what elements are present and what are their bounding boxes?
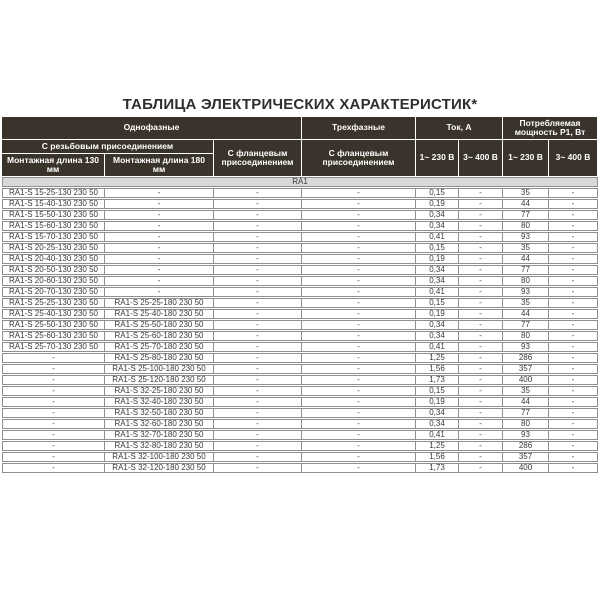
cell-power-230v: 400 bbox=[503, 463, 549, 473]
table-row bbox=[2, 254, 598, 264]
cell-power-230v: 44 bbox=[503, 309, 549, 319]
cell-model-130mm: RA1-S 15-50-130 230 50 bbox=[2, 210, 105, 220]
cell-current-230v: 0,34 bbox=[416, 408, 459, 418]
cell-flanged-1ph: - bbox=[214, 463, 302, 473]
cell-flanged-1ph: - bbox=[214, 265, 302, 275]
cell-power-230v: 35 bbox=[503, 243, 549, 253]
series-band-row bbox=[2, 177, 598, 187]
cell-model-180mm: RA1-S 25-50-180 230 50 bbox=[105, 320, 214, 330]
cell-current-400v: - bbox=[459, 463, 503, 473]
cell-power-400v: - bbox=[549, 353, 598, 363]
cell-model-130mm: RA1-S 15-70-130 230 50 bbox=[2, 232, 105, 242]
cell-power-400v: - bbox=[549, 221, 598, 231]
cell-current-400v: - bbox=[459, 243, 503, 253]
cell-power-230v: 44 bbox=[503, 254, 549, 264]
cell-flanged-3ph: - bbox=[302, 298, 416, 308]
table-row bbox=[2, 331, 598, 341]
cell-flanged-1ph: - bbox=[214, 276, 302, 286]
cell-model-180mm: RA1-S 32-25-180 230 50 bbox=[105, 386, 214, 396]
table-row bbox=[2, 386, 598, 396]
cell-power-400v: - bbox=[549, 408, 598, 418]
table-row bbox=[2, 287, 598, 297]
cell-flanged-3ph: - bbox=[302, 397, 416, 407]
table-row bbox=[2, 243, 598, 253]
cell-power-400v: - bbox=[549, 397, 598, 407]
col-mounting-length-130: Монтажная длина 130 мм bbox=[2, 154, 105, 176]
cell-current-230v: 0,15 bbox=[416, 243, 459, 253]
table-row bbox=[2, 441, 598, 451]
cell-flanged-1ph: - bbox=[214, 342, 302, 352]
cell-model-180mm: RA1-S 32-120-180 230 50 bbox=[105, 463, 214, 473]
cell-current-230v: 0,19 bbox=[416, 397, 459, 407]
cell-model-180mm: RA1-S 32-100-180 230 50 bbox=[105, 452, 214, 462]
cell-model-180mm: RA1-S 32-50-180 230 50 bbox=[105, 408, 214, 418]
cell-flanged-1ph: - bbox=[214, 254, 302, 264]
cell-current-230v: 0,34 bbox=[416, 419, 459, 429]
cell-model-180mm: RA1-S 32-80-180 230 50 bbox=[105, 441, 214, 451]
cell-model-130mm: - bbox=[2, 463, 105, 473]
cell-model-180mm: - bbox=[105, 287, 214, 297]
cell-model-130mm: - bbox=[2, 441, 105, 451]
cell-flanged-1ph: - bbox=[214, 441, 302, 451]
cell-flanged-1ph: - bbox=[214, 287, 302, 297]
cell-model-180mm: - bbox=[105, 210, 214, 220]
electrical-characteristics-table bbox=[2, 116, 598, 474]
cell-model-180mm: RA1-S 25-60-180 230 50 bbox=[105, 331, 214, 341]
cell-flanged-1ph: - bbox=[214, 199, 302, 209]
cell-flanged-1ph: - bbox=[214, 430, 302, 440]
cell-flanged-1ph: - bbox=[214, 364, 302, 374]
header-row-groups bbox=[2, 117, 598, 139]
cell-model-130mm: RA1-S 20-40-130 230 50 bbox=[2, 254, 105, 264]
cell-model-130mm: RA1-S 20-50-130 230 50 bbox=[2, 265, 105, 275]
cell-model-130mm: RA1-S 25-60-130 230 50 bbox=[2, 331, 105, 341]
series-band: RA1 bbox=[2, 177, 598, 187]
cell-power-230v: 35 bbox=[503, 386, 549, 396]
cell-current-230v: 0,34 bbox=[416, 221, 459, 231]
col-current-230v: 1~ 230 В bbox=[416, 140, 459, 176]
cell-model-180mm: - bbox=[105, 199, 214, 209]
cell-current-230v: 1,56 bbox=[416, 452, 459, 462]
cell-flanged-3ph: - bbox=[302, 232, 416, 242]
cell-power-230v: 35 bbox=[503, 188, 549, 198]
cell-current-400v: - bbox=[459, 188, 503, 198]
table-row bbox=[2, 188, 598, 198]
cell-model-130mm: - bbox=[2, 353, 105, 363]
cell-model-180mm: - bbox=[105, 232, 214, 242]
col-group-singlephase: Однофазные bbox=[2, 117, 302, 139]
cell-flanged-1ph: - bbox=[214, 188, 302, 198]
col-power-400v: 3~ 400 В bbox=[549, 140, 598, 176]
table-row bbox=[2, 463, 598, 473]
cell-flanged-1ph: - bbox=[214, 353, 302, 363]
table-row bbox=[2, 419, 598, 429]
cell-power-400v: - bbox=[549, 430, 598, 440]
cell-model-130mm: RA1-S 15-25-130 230 50 bbox=[2, 188, 105, 198]
cell-current-400v: - bbox=[459, 276, 503, 286]
cell-current-230v: 0,34 bbox=[416, 276, 459, 286]
cell-flanged-1ph: - bbox=[214, 221, 302, 231]
cell-current-230v: 0,19 bbox=[416, 254, 459, 264]
cell-current-400v: - bbox=[459, 353, 503, 363]
cell-flanged-3ph: - bbox=[302, 452, 416, 462]
cell-model-130mm: RA1-S 20-25-130 230 50 bbox=[2, 243, 105, 253]
table-row bbox=[2, 430, 598, 440]
cell-current-230v: 0,34 bbox=[416, 331, 459, 341]
cell-model-130mm: RA1-S 25-50-130 230 50 bbox=[2, 320, 105, 330]
table-row bbox=[2, 364, 598, 374]
cell-power-400v: - bbox=[549, 276, 598, 286]
cell-model-130mm: RA1-S 20-70-130 230 50 bbox=[2, 287, 105, 297]
cell-model-130mm: - bbox=[2, 364, 105, 374]
cell-power-230v: 93 bbox=[503, 430, 549, 440]
cell-current-230v: 1,25 bbox=[416, 353, 459, 363]
cell-flanged-3ph: - bbox=[302, 430, 416, 440]
col-mounting-length-180: Монтажная длина 180 мм bbox=[105, 154, 214, 176]
cell-current-400v: - bbox=[459, 298, 503, 308]
cell-flanged-1ph: - bbox=[214, 309, 302, 319]
cell-model-180mm: RA1-S 25-25-180 230 50 bbox=[105, 298, 214, 308]
cell-power-230v: 80 bbox=[503, 419, 549, 429]
cell-flanged-3ph: - bbox=[302, 243, 416, 253]
cell-model-130mm: RA1-S 15-40-130 230 50 bbox=[2, 199, 105, 209]
cell-flanged-1ph: - bbox=[214, 397, 302, 407]
cell-model-130mm: - bbox=[2, 397, 105, 407]
cell-current-230v: 0,19 bbox=[416, 309, 459, 319]
cell-current-400v: - bbox=[459, 408, 503, 418]
cell-power-230v: 357 bbox=[503, 452, 549, 462]
cell-model-130mm: RA1-S 25-70-130 230 50 bbox=[2, 342, 105, 352]
cell-power-400v: - bbox=[549, 386, 598, 396]
table-body bbox=[2, 177, 598, 473]
cell-current-230v: 0,41 bbox=[416, 287, 459, 297]
cell-current-230v: 0,34 bbox=[416, 320, 459, 330]
cell-flanged-1ph: - bbox=[214, 375, 302, 385]
cell-model-130mm: - bbox=[2, 419, 105, 429]
table-row bbox=[2, 342, 598, 352]
cell-flanged-3ph: - bbox=[302, 364, 416, 374]
cell-power-400v: - bbox=[549, 342, 598, 352]
cell-flanged-3ph: - bbox=[302, 386, 416, 396]
cell-current-230v: 0,34 bbox=[416, 210, 459, 220]
cell-model-180mm: RA1-S 32-60-180 230 50 bbox=[105, 419, 214, 429]
table-row bbox=[2, 210, 598, 220]
cell-current-400v: - bbox=[459, 221, 503, 231]
col-power-230v: 1~ 230 В bbox=[503, 140, 549, 176]
cell-current-400v: - bbox=[459, 397, 503, 407]
cell-current-400v: - bbox=[459, 232, 503, 242]
cell-flanged-1ph: - bbox=[214, 232, 302, 242]
table-row bbox=[2, 221, 598, 231]
table-row bbox=[2, 353, 598, 363]
cell-power-230v: 286 bbox=[503, 353, 549, 363]
cell-model-180mm: RA1-S 25-70-180 230 50 bbox=[105, 342, 214, 352]
table-row bbox=[2, 408, 598, 418]
cell-flanged-1ph: - bbox=[214, 320, 302, 330]
cell-model-130mm: - bbox=[2, 408, 105, 418]
cell-power-230v: 80 bbox=[503, 221, 549, 231]
cell-model-180mm: RA1-S 25-120-180 230 50 bbox=[105, 375, 214, 385]
cell-current-400v: - bbox=[459, 441, 503, 451]
cell-power-400v: - bbox=[549, 320, 598, 330]
table-row bbox=[2, 320, 598, 330]
cell-power-400v: - bbox=[549, 298, 598, 308]
cell-current-400v: - bbox=[459, 287, 503, 297]
cell-flanged-1ph: - bbox=[214, 386, 302, 396]
cell-current-400v: - bbox=[459, 375, 503, 385]
table-row bbox=[2, 276, 598, 286]
cell-power-230v: 286 bbox=[503, 441, 549, 451]
col-flanged-threephase: С фланцевым присоединением bbox=[302, 140, 416, 176]
cell-power-230v: 357 bbox=[503, 364, 549, 374]
cell-model-180mm: - bbox=[105, 254, 214, 264]
cell-flanged-3ph: - bbox=[302, 463, 416, 473]
cell-power-400v: - bbox=[549, 254, 598, 264]
cell-power-400v: - bbox=[549, 463, 598, 473]
cell-power-400v: - bbox=[549, 364, 598, 374]
cell-model-180mm: RA1-S 25-80-180 230 50 bbox=[105, 353, 214, 363]
cell-flanged-3ph: - bbox=[302, 276, 416, 286]
cell-model-180mm: - bbox=[105, 276, 214, 286]
cell-current-400v: - bbox=[459, 386, 503, 396]
cell-current-400v: - bbox=[459, 265, 503, 275]
cell-flanged-1ph: - bbox=[214, 210, 302, 220]
cell-power-400v: - bbox=[549, 287, 598, 297]
cell-power-230v: 400 bbox=[503, 375, 549, 385]
cell-current-400v: - bbox=[459, 342, 503, 352]
cell-current-400v: - bbox=[459, 254, 503, 264]
cell-power-230v: 44 bbox=[503, 397, 549, 407]
cell-power-230v: 93 bbox=[503, 287, 549, 297]
cell-current-230v: 0,41 bbox=[416, 430, 459, 440]
cell-power-400v: - bbox=[549, 243, 598, 253]
col-group-threephase: Трехфазные bbox=[302, 117, 416, 139]
cell-power-400v: - bbox=[549, 232, 598, 242]
cell-model-180mm: RA1-S 25-40-180 230 50 bbox=[105, 309, 214, 319]
cell-model-130mm: - bbox=[2, 386, 105, 396]
table-row bbox=[2, 232, 598, 242]
cell-current-400v: - bbox=[459, 320, 503, 330]
cell-current-400v: - bbox=[459, 364, 503, 374]
cell-power-400v: - bbox=[549, 375, 598, 385]
cell-flanged-3ph: - bbox=[302, 265, 416, 275]
cell-power-230v: 44 bbox=[503, 199, 549, 209]
table-row bbox=[2, 298, 598, 308]
cell-power-400v: - bbox=[549, 452, 598, 462]
cell-flanged-3ph: - bbox=[302, 375, 416, 385]
cell-power-400v: - bbox=[549, 419, 598, 429]
cell-current-400v: - bbox=[459, 430, 503, 440]
cell-current-230v: 0,34 bbox=[416, 265, 459, 275]
col-group-power: Потребляемая мощность Р1, Вт bbox=[503, 117, 598, 139]
col-group-current: Ток, А bbox=[416, 117, 503, 139]
cell-model-180mm: RA1-S 25-100-180 230 50 bbox=[105, 364, 214, 374]
cell-flanged-3ph: - bbox=[302, 408, 416, 418]
cell-flanged-3ph: - bbox=[302, 210, 416, 220]
cell-model-130mm: RA1-S 25-25-130 230 50 bbox=[2, 298, 105, 308]
cell-current-230v: 1,56 bbox=[416, 364, 459, 374]
header-row-connections bbox=[2, 140, 598, 153]
cell-model-130mm: - bbox=[2, 375, 105, 385]
cell-flanged-3ph: - bbox=[302, 441, 416, 451]
cell-model-180mm: RA1-S 32-40-180 230 50 bbox=[105, 397, 214, 407]
cell-power-230v: 80 bbox=[503, 331, 549, 341]
cell-flanged-3ph: - bbox=[302, 221, 416, 231]
table-row bbox=[2, 199, 598, 209]
cell-power-230v: 77 bbox=[503, 320, 549, 330]
cell-model-130mm: RA1-S 15-60-130 230 50 bbox=[2, 221, 105, 231]
cell-current-400v: - bbox=[459, 452, 503, 462]
cell-power-230v: 80 bbox=[503, 276, 549, 286]
cell-flanged-1ph: - bbox=[214, 243, 302, 253]
table-row bbox=[2, 452, 598, 462]
cell-power-400v: - bbox=[549, 441, 598, 451]
cell-model-180mm: - bbox=[105, 265, 214, 275]
cell-model-130mm: RA1-S 20-60-130 230 50 bbox=[2, 276, 105, 286]
cell-flanged-3ph: - bbox=[302, 331, 416, 341]
cell-current-400v: - bbox=[459, 210, 503, 220]
cell-power-400v: - bbox=[549, 331, 598, 341]
cell-power-400v: - bbox=[549, 265, 598, 275]
cell-current-230v: 0,41 bbox=[416, 232, 459, 242]
cell-model-130mm: RA1-S 25-40-130 230 50 bbox=[2, 309, 105, 319]
cell-flanged-3ph: - bbox=[302, 342, 416, 352]
cell-flanged-1ph: - bbox=[214, 452, 302, 462]
cell-flanged-3ph: - bbox=[302, 287, 416, 297]
cell-flanged-3ph: - bbox=[302, 320, 416, 330]
cell-current-230v: 0,19 bbox=[416, 199, 459, 209]
col-flanged-singlephase: С фланцевым присоединением bbox=[214, 140, 302, 176]
table-row bbox=[2, 375, 598, 385]
cell-current-400v: - bbox=[459, 309, 503, 319]
cell-current-230v: 1,73 bbox=[416, 463, 459, 473]
cell-current-230v: 0,15 bbox=[416, 188, 459, 198]
cell-current-400v: - bbox=[459, 331, 503, 341]
cell-flanged-1ph: - bbox=[214, 408, 302, 418]
cell-model-180mm: - bbox=[105, 188, 214, 198]
cell-current-230v: 0,15 bbox=[416, 386, 459, 396]
cell-power-400v: - bbox=[549, 199, 598, 209]
cell-power-230v: 77 bbox=[503, 408, 549, 418]
cell-current-230v: 0,15 bbox=[416, 298, 459, 308]
cell-model-130mm: - bbox=[2, 452, 105, 462]
cell-flanged-3ph: - bbox=[302, 353, 416, 363]
cell-power-230v: 93 bbox=[503, 342, 549, 352]
cell-current-400v: - bbox=[459, 419, 503, 429]
cell-model-130mm: - bbox=[2, 430, 105, 440]
cell-flanged-3ph: - bbox=[302, 254, 416, 264]
cell-flanged-1ph: - bbox=[214, 298, 302, 308]
cell-flanged-3ph: - bbox=[302, 188, 416, 198]
cell-flanged-1ph: - bbox=[214, 331, 302, 341]
cell-current-230v: 1,25 bbox=[416, 441, 459, 451]
table-row bbox=[2, 397, 598, 407]
cell-model-180mm: - bbox=[105, 243, 214, 253]
col-current-400v: 3~ 400 В bbox=[459, 140, 503, 176]
cell-model-180mm: - bbox=[105, 221, 214, 231]
col-threaded-connection: С резьбовым присоединением bbox=[2, 140, 214, 153]
page-title: ТАБЛИЦА ЭЛЕКТРИЧЕСКИХ ХАРАКТЕРИСТИК* bbox=[122, 96, 478, 113]
cell-current-230v: 0,41 bbox=[416, 342, 459, 352]
cell-power-230v: 93 bbox=[503, 232, 549, 242]
cell-current-230v: 1,73 bbox=[416, 375, 459, 385]
cell-power-400v: - bbox=[549, 309, 598, 319]
table-row bbox=[2, 309, 598, 319]
cell-current-400v: - bbox=[459, 199, 503, 209]
table-header bbox=[2, 117, 598, 176]
cell-flanged-3ph: - bbox=[302, 199, 416, 209]
table-row bbox=[2, 265, 598, 275]
cell-power-400v: - bbox=[549, 210, 598, 220]
cell-flanged-1ph: - bbox=[214, 419, 302, 429]
cell-power-230v: 35 bbox=[503, 298, 549, 308]
cell-model-180mm: RA1-S 32-70-180 230 50 bbox=[105, 430, 214, 440]
cell-power-400v: - bbox=[549, 188, 598, 198]
cell-power-230v: 77 bbox=[503, 265, 549, 275]
cell-flanged-3ph: - bbox=[302, 419, 416, 429]
cell-flanged-3ph: - bbox=[302, 309, 416, 319]
cell-power-230v: 77 bbox=[503, 210, 549, 220]
